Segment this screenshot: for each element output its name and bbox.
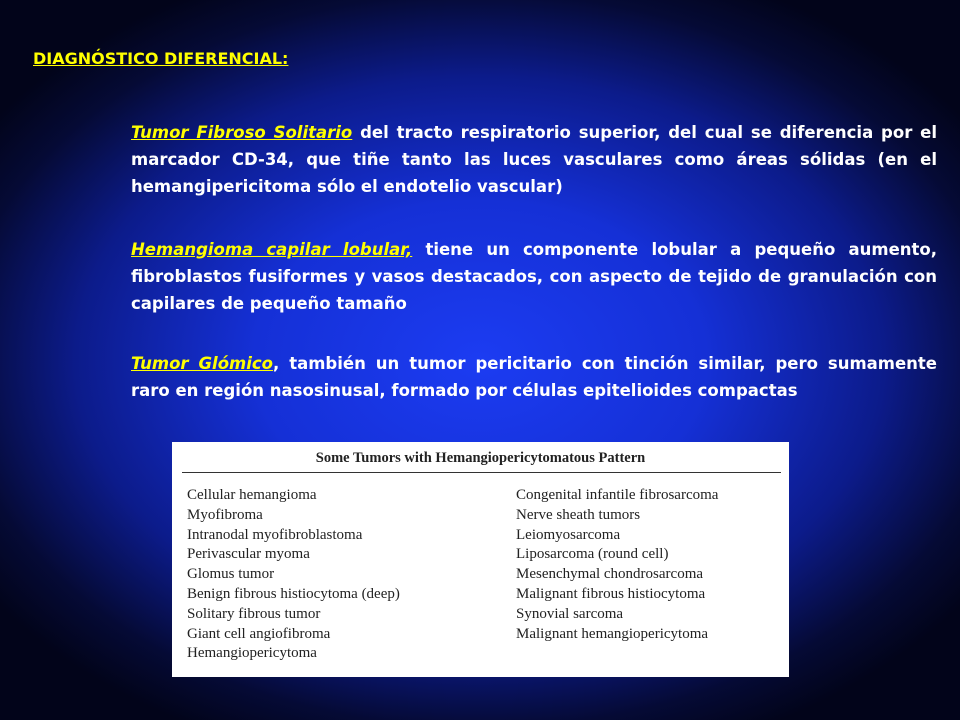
tumor-table-image	[172, 442, 789, 677]
list-item: Giant cell angiofibroma	[187, 625, 331, 642]
term-glomus-tumor: Tumor Glómico	[131, 353, 273, 373]
table-right-column	[516, 486, 718, 644]
term-solitary-fibrous-tumor: Tumor Fibroso Solitario	[131, 122, 353, 142]
term-lobular-capillary-hemangioma: Hemangioma capilar lobular,	[131, 239, 413, 259]
list-item: Cellular hemangioma	[187, 487, 317, 503]
paragraph-text: del tracto respiratorio superior, del cual se diferencia por el marcador CD-34, que tiñe tanto las luces vasculares como áreas sólidas (en el hemangipericitoma sólo el endotelio vascular)	[131, 122, 938, 196]
list-item: Myofibroma	[187, 506, 263, 523]
list-item: Liposarcoma (round cell)	[516, 546, 669, 563]
slide-heading: DIAGNÓSTICO DIFERENCIAL:	[33, 49, 289, 68]
list-item: Solitary fibrous tumor	[187, 605, 321, 622]
list-item: Leiomyosarcoma	[516, 526, 621, 543]
list-item: Benign fibrous histiocytoma (deep)	[187, 585, 400, 602]
list-item: Malignant hemangiopericytoma	[516, 625, 709, 642]
list-item: Nerve sheath tumors	[516, 506, 641, 523]
table-title: Some Tumors with Hemangiopericytomatous Pattern	[315, 450, 646, 466]
list-item: Perivascular myoma	[187, 546, 310, 563]
paragraph-glomus-tumor	[131, 350, 937, 404]
table-left-column	[187, 486, 400, 664]
list-item: Mesenchymal chondrosarcoma	[516, 566, 704, 583]
table-divider	[182, 472, 781, 473]
paragraph-lobular-capillary-hemangioma	[131, 236, 937, 317]
list-item: Glomus tumor	[187, 566, 275, 583]
list-item: Intranodal myofibroblastoma	[187, 526, 363, 543]
list-item: Malignant fibrous histiocytoma	[516, 585, 706, 602]
paragraph-solitary-fibrous-tumor	[131, 119, 937, 200]
list-item: Congenital infantile fibrosarcoma	[516, 487, 719, 503]
list-item: Hemangiopericytoma	[187, 645, 317, 662]
list-item: Synovial sarcoma	[516, 605, 624, 622]
paragraph-text: tiene un componente lobular a pequeño aumento, fibroblastos fusiformes y vasos destacados, con aspecto de tejido de granulación con capilares de pequeño tamaño	[131, 239, 937, 313]
paragraph-text: , también un tumor pericitario con tinción similar, pero sumamente raro en región nasosinusal, formado por células epitelioides compactas	[131, 353, 937, 400]
